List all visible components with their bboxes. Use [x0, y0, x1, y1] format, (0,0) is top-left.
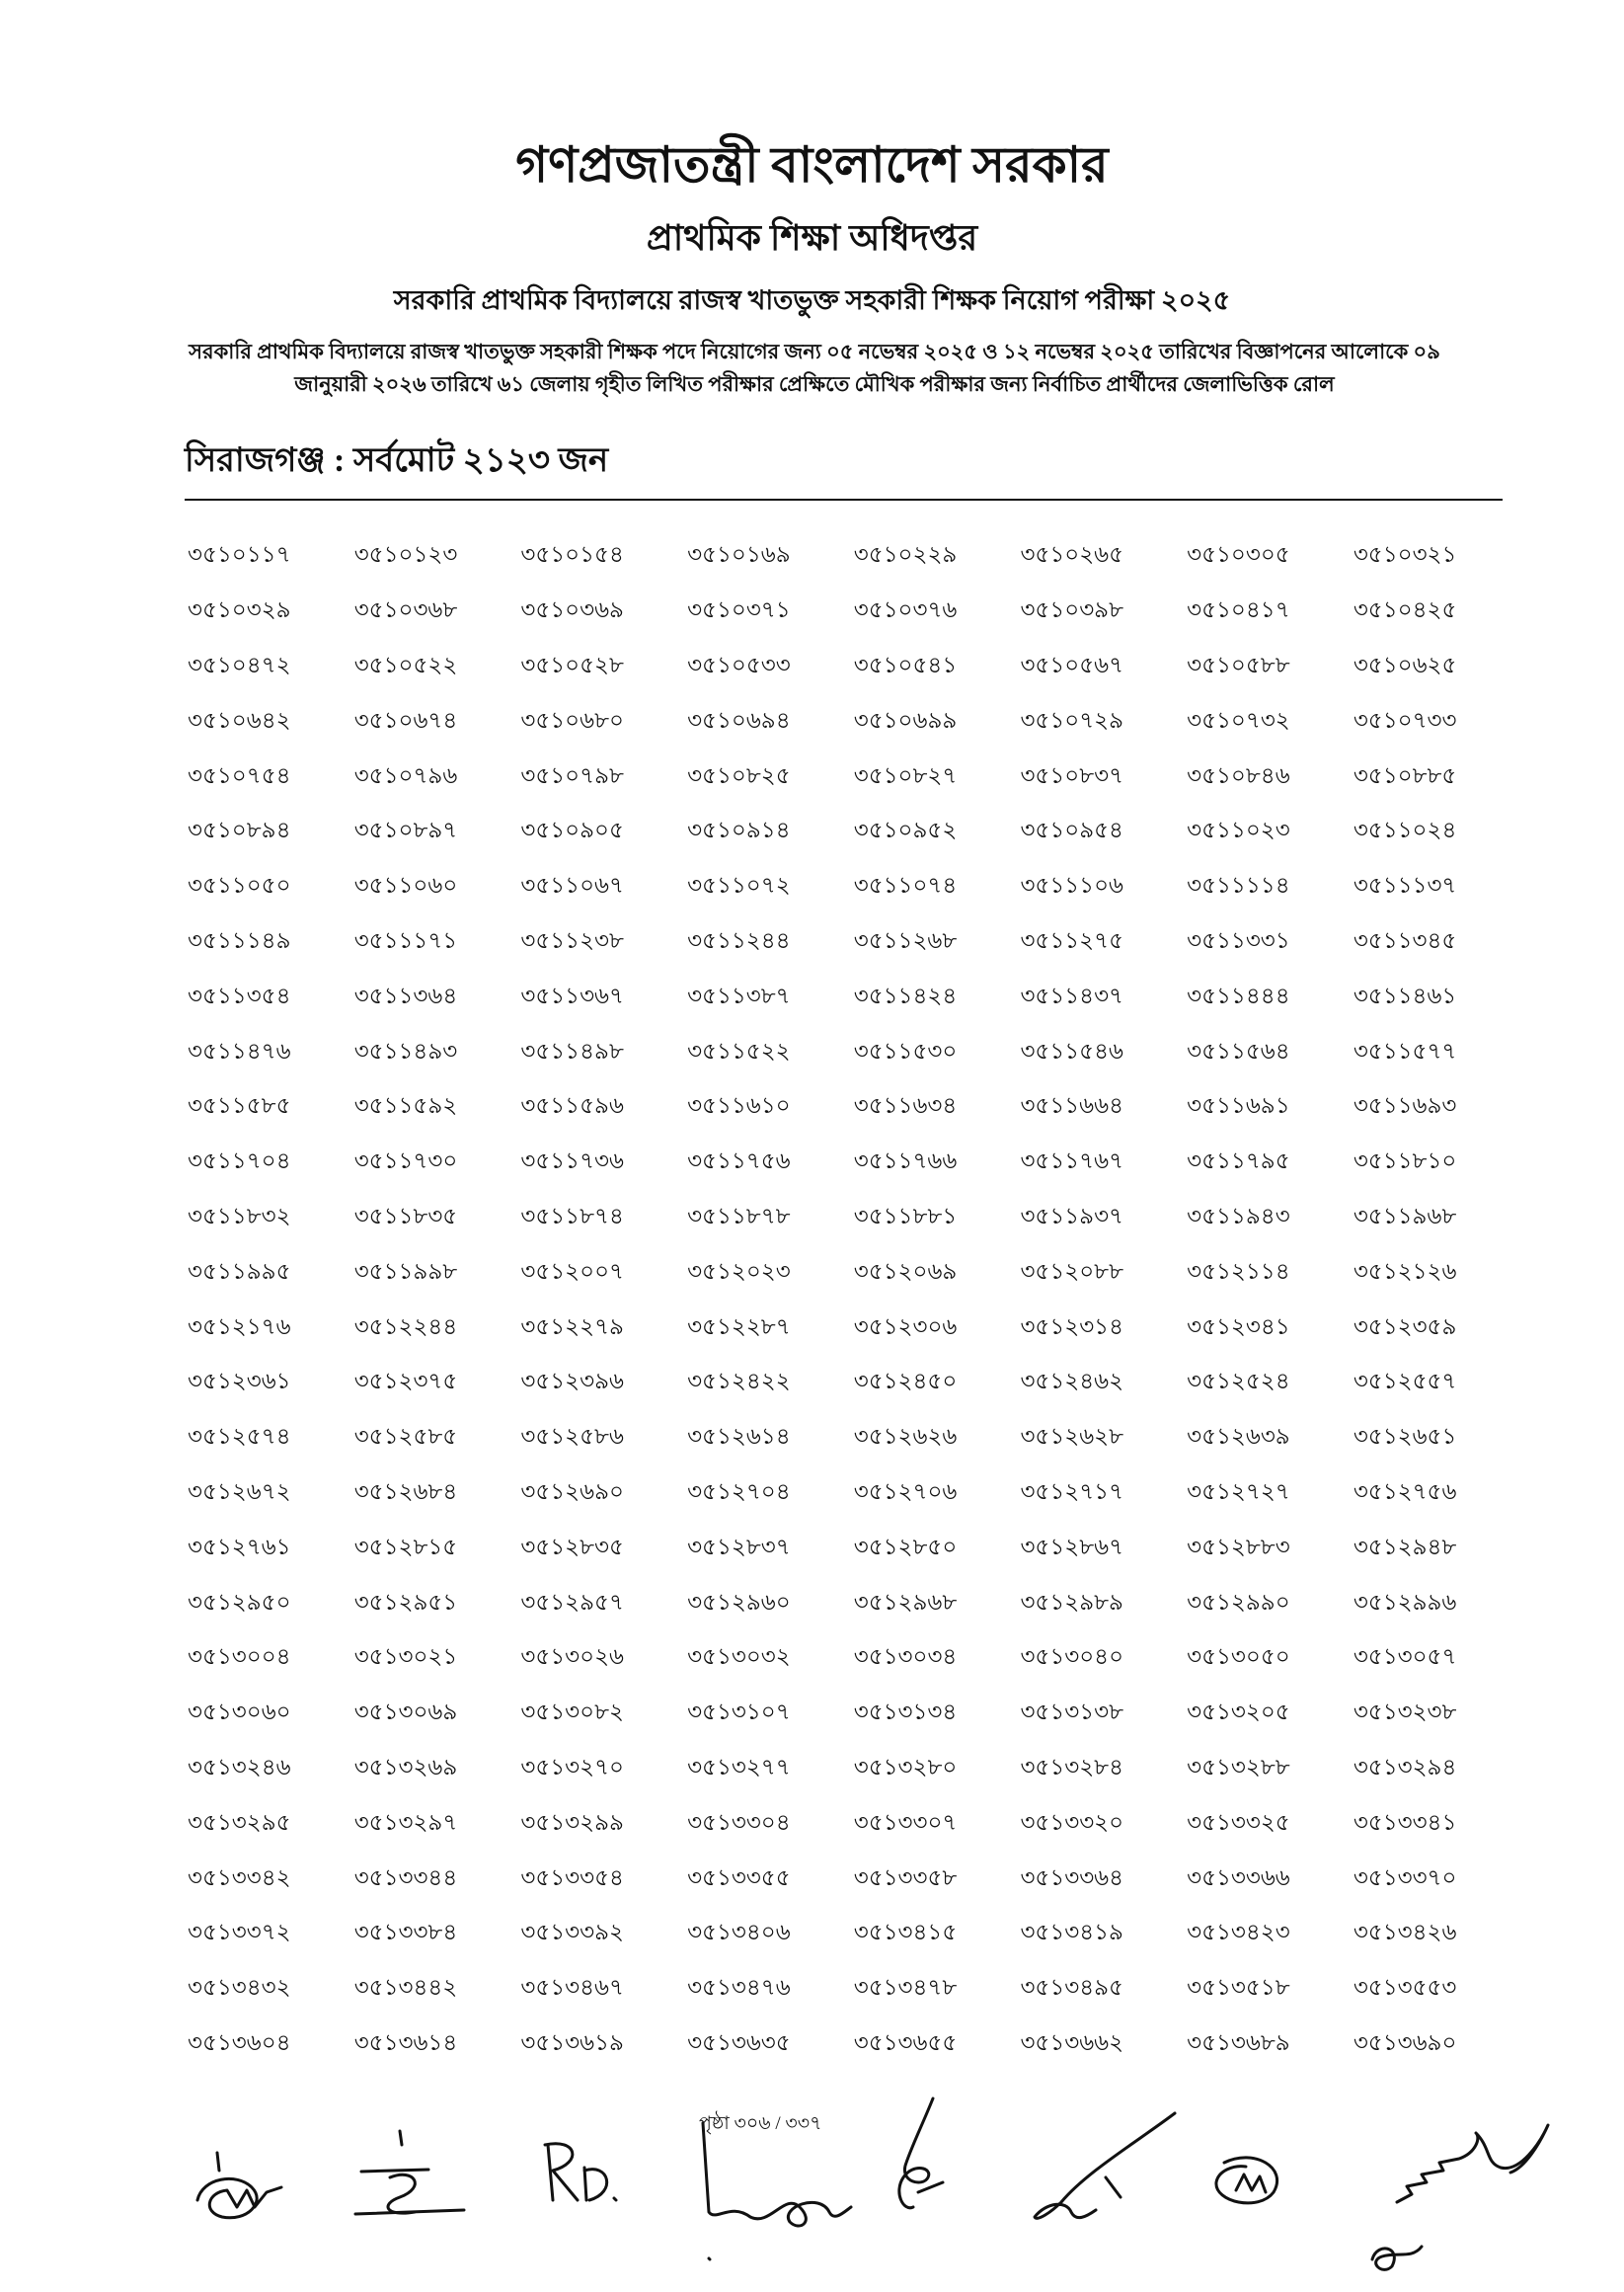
roll-number: ৩৫১০৬৯৯: [853, 706, 958, 733]
roll-number: ৩৫১০৮৯৪: [188, 817, 291, 843]
roll-number: ৩৫১১০৭৪: [853, 872, 958, 899]
roll-number: ৩৫১১৬৩৪: [853, 1092, 958, 1119]
roll-number: ৩৫১৩১৩৮: [1020, 1699, 1123, 1725]
roll-number: ৩৫১০৩০৫: [1187, 541, 1290, 568]
roll-number: ৩৫১১৯৪৩: [1187, 1202, 1290, 1228]
roll-number: ৩৫১৩০২৬: [520, 1643, 624, 1670]
roll-number: ৩৫১০১৫৪: [520, 541, 624, 568]
roll-number: ৩৫১০৩৬৯: [520, 596, 624, 623]
roll-number: ৩৫১২০৮৮: [1020, 1257, 1123, 1284]
roll-row: [185, 1520, 1517, 1575]
roll-number: ৩৫১১৭৯৫: [1187, 1147, 1290, 1174]
signature-block: [0, 2084, 1624, 2286]
roll-number: ৩৫১১০৬৭: [520, 872, 624, 899]
roll-number: ৩৫১২৪২২: [687, 1368, 791, 1394]
roll-number: ৩৫১১৮৩৫: [353, 1202, 458, 1228]
roll-row: [185, 1465, 1517, 1521]
roll-row: [185, 1244, 1517, 1300]
roll-row: [185, 1135, 1517, 1190]
roll-number: ৩৫১১৮৩২: [188, 1202, 291, 1228]
roll-number: ৩৫১২১৭৬: [188, 1312, 291, 1339]
roll-number: ৩৫১৩০৪০: [1020, 1643, 1124, 1670]
roll-number: ৩৫১৩৩২৫: [1187, 1808, 1290, 1835]
roll-row: [185, 914, 1517, 970]
roll-number: ৩৫১৩৩০৪: [687, 1808, 791, 1835]
roll-number: ৩৫১০৯১৪: [687, 817, 791, 843]
roll-number: ৩৫১০২৬৫: [1020, 541, 1124, 568]
roll-row: [185, 1906, 1517, 1961]
roll-number: ৩৫১০৮৮৫: [1353, 761, 1457, 788]
roll-number: ৩৫১২৩৫৯: [1353, 1312, 1457, 1339]
roll-number: ৩৫১০৩২৯: [188, 596, 291, 623]
roll-row: [185, 528, 1517, 584]
roll-row: [185, 804, 1517, 859]
roll-number: ৩৫১১৪৬১: [1353, 982, 1457, 1008]
roll-number: ৩৫১৩২৩৮: [1353, 1699, 1457, 1725]
roll-row: [185, 693, 1517, 749]
roll-number: ৩৫১১৭০৪: [188, 1147, 291, 1174]
roll-number: ৩৫১১১০৬: [1020, 872, 1123, 899]
roll-number: ৩৫১০৮৩৭: [1020, 761, 1124, 788]
roll-number: ৩৫১৩২৬৯: [353, 1753, 458, 1779]
roll-number: ৩৫১২২৪৪: [353, 1312, 458, 1339]
roll-number: ৩৫১০৭৩৩: [1353, 706, 1457, 733]
roll-number: ৩৫১১৪৯৩: [353, 1037, 458, 1064]
divider: [185, 499, 1503, 501]
roll-number: ৩৫১১৭৩৬: [520, 1147, 624, 1174]
roll-number: ৩৫১০২২৯: [853, 541, 958, 568]
signature-7: [1216, 2158, 1277, 2203]
roll-number: ৩৫১৩২৯৫: [188, 1808, 291, 1835]
roll-number: ৩৫১৩০৮২: [520, 1699, 624, 1725]
roll-number: ৩৫১১৬৬৪: [1020, 1092, 1123, 1119]
roll-number: ৩৫১২৩১৪: [1020, 1312, 1123, 1339]
roll-number: ৩৫১১৫৬৪: [1187, 1037, 1290, 1064]
roll-number: ৩৫১৩২৭০: [520, 1753, 624, 1779]
district-title: সিরাজগঞ্জ : সর্বমোট ২১২৩ জন: [185, 442, 609, 479]
roll-number: ৩৫১৩৬১৯: [520, 2028, 624, 2055]
roll-number: ৩৫১২৩৪১: [1187, 1312, 1290, 1339]
roll-row: [185, 1575, 1517, 1630]
roll-number: ৩৫১২৩০৬: [853, 1312, 958, 1339]
roll-number: ৩৫১০৬৪২: [188, 706, 291, 733]
roll-number: ৩৫১৩৫৫৩: [1353, 1974, 1457, 2001]
roll-number: ৩৫১১০২৪: [1353, 817, 1457, 843]
roll-number: ৩৫১১৫৮৫: [188, 1092, 291, 1119]
roll-number: ৩৫১১৩৬৪: [353, 982, 458, 1008]
roll-number: ৩৫১১৬১০: [687, 1092, 791, 1119]
roll-number: ৩৫১২২৭৯: [520, 1312, 624, 1339]
roll-number: ৩৫১৩০৬৯: [353, 1699, 458, 1725]
roll-number: ৩৫১১৫২২: [687, 1037, 791, 1064]
roll-number: ৩৫১১৪২৪: [853, 982, 958, 1008]
roll-number: ৩৫১১০৭২: [687, 872, 791, 899]
roll-number: ৩৫১১৮৭৪: [520, 1202, 624, 1228]
notice-paragraph: সরকারি প্রাথমিক বিদ্যালয়ে রাজস্ব খাতভুক্ত সহকারী শিক্ষক পদে নিয়োগের জন্য ০৫ নভেম্বর ২০২৫ ও ১২ নভেম্বর ২০২৫ তারিখের বিজ্ঞাপনের আলোকে ০৯ জানুয়ারী ২০২৬ তারিখে ৬১ জেলায় গৃহীত লিখিত পরীক্ষার প্রেক্ষিতে মৌখিক পরীক্ষার জন্য নির্বাচিত প্রার্থীদের জেলাভিত্তিক রোল: [189, 340, 1440, 396]
roll-number: ৩৫১১৭৬৭: [1020, 1147, 1124, 1174]
roll-number: ৩৫১২৫৫৭: [1353, 1368, 1457, 1394]
roll-number: ৩৫১৩৩৯২: [520, 1919, 624, 1945]
roll-row: [185, 859, 1517, 914]
roll-number: ৩৫১২৮৬৭: [1020, 1533, 1124, 1559]
roll-number: ৩৫১৩৬৫৫: [853, 2028, 958, 2055]
roll-number: ৩৫১২৭০৬: [853, 1477, 958, 1504]
roll-number: ৩৫১২৯৫০: [188, 1588, 291, 1615]
roll-number: ৩৫১২৫৭৪: [188, 1423, 291, 1450]
signature-8: [1372, 2125, 1548, 2269]
roll-row: [185, 1630, 1517, 1686]
roll-number: ৩৫১২৯৮৯: [1020, 1588, 1123, 1615]
roll-number: ৩৫১৩০৩৪: [853, 1643, 958, 1670]
roll-number: ৩৫১০৪৭২: [188, 651, 291, 677]
roll-number: ৩৫১১০৬০: [353, 872, 458, 899]
roll-number: ৩৫১১২৩৮: [520, 926, 624, 953]
roll-number: ৩৫১২৭৬১: [188, 1533, 291, 1559]
roll-row: [185, 2016, 1517, 2072]
roll-number: ৩৫১১৫৯২: [353, 1092, 458, 1119]
roll-number: ৩৫১৩৩৭০: [1353, 1863, 1457, 1890]
roll-number: ৩৫১৩২৯৭: [353, 1808, 458, 1835]
roll-number: ৩৫১০৫৮৮: [1187, 651, 1290, 677]
roll-number: ৩৫১০৫২৮: [520, 651, 624, 677]
roll-number: ৩৫১০৯৫৪: [1020, 817, 1123, 843]
roll-number: ৩৫১২২৮৭: [687, 1312, 791, 1339]
roll-number: ৩৫১০৩২১: [1353, 541, 1457, 568]
roll-number: ৩৫১২৭১৭: [1020, 1477, 1124, 1504]
roll-number: ৩৫১৩২৭৭: [687, 1753, 791, 1779]
roll-number: ৩৫১২০২৩: [687, 1257, 791, 1284]
roll-number: ৩৫১১৩৫৪: [188, 982, 291, 1008]
roll-number: ৩৫১১১১৪: [1187, 872, 1290, 899]
roll-number: ৩৫১১০৫০: [188, 872, 291, 899]
roll-number: ৩৫১২১১৪: [1187, 1257, 1290, 1284]
roll-number: ৩৫১১৫৩০: [853, 1037, 958, 1064]
roll-number: ৩৫১৩৪৭৬: [687, 1974, 791, 2001]
roll-number: ৩৫১১৩৬৭: [520, 982, 624, 1008]
roll-number: ৩৫১১৭৩০: [353, 1147, 458, 1174]
roll-number: ৩৫১০৫২২: [353, 651, 458, 677]
roll-row: [185, 1190, 1517, 1245]
roll-number: ৩৫১২৬১৪: [687, 1423, 791, 1450]
roll-number: ৩৫১২৬২৮: [1020, 1423, 1124, 1450]
roll-number: ৩৫১৩২৯৪: [1353, 1753, 1457, 1779]
roll-number: ৩৫১২৭০৪: [687, 1477, 791, 1504]
roll-number: ৩৫১২৬৭২: [188, 1477, 291, 1504]
roll-number: ৩৫১০৩৬৮: [353, 596, 458, 623]
department-title: প্রাথমিক শিক্ষা অধিদপ্তর: [646, 218, 978, 258]
roll-number: ৩৫১২৬২৬: [853, 1423, 958, 1450]
roll-number: ৩৫১২১২৬: [1353, 1257, 1457, 1284]
roll-number: ৩৫১৩৩৫৪: [520, 1863, 624, 1890]
roll-number: ৩৫১১২৪৪: [687, 926, 791, 953]
roll-number: ৩৫১১৫৭৭: [1353, 1037, 1457, 1064]
roll-number: ৩৫১০৮৪৬: [1187, 761, 1290, 788]
roll-number: ৩৫১৩৩২০: [1020, 1808, 1124, 1835]
roll-number: ৩৫১০৩৭৬: [853, 596, 958, 623]
roll-number: ৩৫১২৬৯০: [520, 1477, 624, 1504]
roll-number: ৩৫১৩৬০৪: [188, 2028, 291, 2055]
roll-number: ৩৫১২৯৯৬: [1353, 1588, 1457, 1615]
roll-number: ৩৫১৩২৮০: [853, 1753, 958, 1779]
roll-number: ৩৫১৩২৮৪: [1020, 1753, 1123, 1779]
roll-number: ৩৫১৩৬৯০: [1353, 2028, 1457, 2055]
roll-number: ৩৫১২৭২৭: [1187, 1477, 1290, 1504]
roll-number: ৩৫১০৬৮০: [520, 706, 624, 733]
roll-number: ৩৫১৩১৩৪: [853, 1699, 958, 1725]
roll-number: ৩৫১১২৭৫: [1020, 926, 1123, 953]
roll-number: ৩৫১৩০৬০: [188, 1699, 291, 1725]
roll-number: ৩৫১২৪৬২: [1020, 1368, 1124, 1394]
roll-row: [185, 584, 1517, 639]
roll-number: ৩৫১০৯৫২: [853, 817, 958, 843]
roll-number: ৩৫১৩০৩২: [687, 1643, 791, 1670]
roll-number: ৩৫১৩৪০৬: [687, 1919, 791, 1945]
roll-number: ৩৫১৩৩৬৪: [1020, 1863, 1124, 1890]
roll-row: [185, 1024, 1517, 1079]
roll-number: ৩৫১২৮৮৩: [1187, 1533, 1290, 1559]
roll-number: ৩৫১০৯০৫: [520, 817, 624, 843]
roll-number: ৩৫১৩১০৭: [687, 1699, 791, 1725]
roll-number: ৩৫১০৭৫৪: [188, 761, 291, 788]
roll-number: ৩৫১৩৩৪২: [188, 1863, 291, 1890]
roll-row: [185, 1851, 1517, 1906]
roll-number: ৩৫১১১৪৯: [188, 926, 291, 953]
roll-number: ৩৫১৩৪১৯: [1020, 1919, 1123, 1945]
roll-row: [185, 1741, 1517, 1796]
roll-number: ৩৫১১৫৪৬: [1020, 1037, 1123, 1064]
roll-number: ৩৫১১৮৭৮: [687, 1202, 791, 1228]
roll-number: ৩৫১১৪৪৪: [1187, 982, 1290, 1008]
roll-number: ৩৫১০৪১৭: [1187, 596, 1290, 623]
roll-number: ৩৫১৩৩৭২: [188, 1919, 291, 1945]
roll-number: ৩৫১০৬৭৪: [353, 706, 458, 733]
roll-number: ৩৫১৩৩৫৫: [687, 1863, 791, 1890]
roll-number: ৩৫১৩৩৬৬: [1187, 1863, 1290, 1890]
roll-number: ৩৫১১৩৩১: [1187, 926, 1290, 953]
roll-number: ৩৫১২৯৫১: [353, 1588, 458, 1615]
roll-number: ৩৫১০৭৯৮: [520, 761, 624, 788]
roll-number: ৩৫১৩৩৪৪: [353, 1863, 458, 1890]
roll-row: [185, 1795, 1517, 1851]
exam-title: সরকারি প্রাথমিক বিদ্যালয়ে রাজস্ব খাতভুক্ত সহকারী শিক্ষক নিয়োগ পরীক্ষা ২০২৫: [393, 285, 1231, 315]
roll-row: [185, 1355, 1517, 1410]
roll-number: ৩৫১০১১৭: [188, 541, 291, 568]
roll-number: ৩৫১২৬৩৯: [1187, 1423, 1290, 1450]
roll-number: ৩৫১৩৪৩২: [188, 1974, 291, 2001]
roll-number: ৩৫১০৩৭১: [687, 596, 791, 623]
roll-number: ৩৫১০৬৯৪: [687, 706, 791, 733]
roll-number: ৩৫১০৮২৭: [853, 761, 958, 788]
roll-number: ৩৫১১৭৫৬: [687, 1147, 791, 1174]
roll-number: ৩৫১০৫৬৭: [1020, 651, 1124, 677]
roll-number: ৩৫১৩৬১৪: [353, 2028, 458, 2055]
signature-1: [197, 2153, 281, 2218]
signature-2: [355, 2131, 464, 2214]
roll-number: ৩৫১২৯৯০: [1187, 1588, 1290, 1615]
roll-number: ৩৫১২৮৩৭: [687, 1533, 791, 1559]
roll-number: ৩৫১০৭৯৬: [353, 761, 458, 788]
roll-number: ৩৫১১৪৩৭: [1020, 982, 1123, 1008]
roll-number: ৩৫১০৭২৯: [1020, 706, 1124, 733]
roll-number: ৩৫১২৪৫০: [853, 1368, 958, 1394]
roll-number: ৩৫১২০৬৯: [853, 1257, 958, 1284]
roll-number: ৩৫১৩৫১৮: [1187, 1974, 1290, 2001]
roll-number: ৩৫১৩৩৪১: [1353, 1808, 1457, 1835]
signature-6: [1035, 2113, 1175, 2218]
roll-number: ৩৫১০১৬৯: [687, 541, 791, 568]
roll-row: [185, 749, 1517, 804]
roll-number: ৩৫১১৯৩৭: [1020, 1202, 1123, 1228]
roll-row: [185, 1961, 1517, 2016]
roll-number: ৩৫১১১৭১: [353, 926, 458, 953]
roll-number: ৩৫১২৩৭৫: [353, 1368, 458, 1394]
roll-number: ৩৫১৩০৫৭: [1353, 1643, 1457, 1670]
roll-number: ৩৫১২৩৯৬: [520, 1368, 624, 1394]
roll-number: ৩৫১১৭৬৬: [853, 1147, 958, 1174]
roll-number: ৩৫১২৯৪৮: [1353, 1533, 1457, 1559]
roll-number: ৩৫১৩২৯৯: [520, 1808, 624, 1835]
roll-number: ৩৫১১৪৯৮: [520, 1037, 624, 1064]
roll-number: ৩৫১১০২৩: [1187, 817, 1290, 843]
roll-number: ৩৫১২৬৫১: [1353, 1423, 1457, 1450]
roll-row: [185, 1686, 1517, 1741]
roll-number: ৩৫১১৮৮১: [853, 1202, 958, 1228]
roll-number: ৩৫১৩৪৯৫: [1020, 1974, 1123, 2001]
roll-row: [185, 969, 1517, 1024]
roll-number: ৩৫১৩২০৫: [1187, 1699, 1290, 1725]
roll-number: ৩৫১০৫৪১: [853, 651, 958, 677]
roll-number: ৩৫১১২৬৮: [853, 926, 958, 953]
roll-number: ৩৫১৩৬৬২: [1020, 2028, 1124, 2055]
roll-number: ৩৫১১৯৬৮: [1353, 1202, 1457, 1228]
roll-number: ৩৫১৩৩০৭: [853, 1808, 958, 1835]
roll-number: ৩৫১৩৪২৩: [1187, 1919, 1290, 1945]
roll-number: ৩৫১১৫৯৬: [520, 1092, 624, 1119]
roll-number: ৩৫১৩৪২৬: [1353, 1919, 1457, 1945]
roll-number: ৩৫১১৬৯৩: [1353, 1092, 1457, 1119]
roll-number: ৩৫১৩৩৫৮: [853, 1863, 958, 1890]
roll-number: ৩৫১৩৩৮৪: [353, 1919, 458, 1945]
roll-number: ৩৫১০৮২৫: [687, 761, 791, 788]
roll-number: ৩৫১১৩৮৭: [687, 982, 791, 1008]
roll-number: ৩৫১২৯৬০: [687, 1588, 791, 1615]
roll-row: [185, 1410, 1517, 1465]
roll-row: [185, 1300, 1517, 1355]
roll-number: ৩৫১২৮৩৫: [520, 1533, 624, 1559]
roll-number: ৩৫১০৬২৫: [1353, 651, 1457, 677]
roll-number: ৩৫১৩৪১৫: [853, 1919, 958, 1945]
roll-number: ৩৫১০৪২৫: [1353, 596, 1457, 623]
roll-row: [185, 1079, 1517, 1135]
roll-number: ৩৫১০৩৯৮: [1020, 596, 1123, 623]
roll-number: ৩৫১০১২৩: [353, 541, 458, 568]
roll-number: ৩৫১৩৬৮৯: [1187, 2028, 1290, 2055]
page-number: পৃষ্ঠা ৩০৬ / ৩৩৭: [699, 2113, 822, 2134]
roll-number: ৩৫১২৫৮৬: [520, 1423, 624, 1450]
roll-number: ৩৫১০৭৩২: [1187, 706, 1290, 733]
government-title: গণপ্রজাতন্ত্রী বাংলাদেশ সরকার: [515, 137, 1109, 193]
roll-number: ৩৫১৩২৮৮: [1187, 1753, 1290, 1779]
signature-4: [703, 2123, 851, 2259]
roll-number: ৩৫১০৮৯৭: [353, 817, 458, 843]
signature-5: [899, 2098, 943, 2208]
roll-number: ৩৫১১৩৪৫: [1353, 926, 1457, 953]
roll-number: ৩৫১৩০২১: [353, 1643, 458, 1670]
roll-number: ৩৫১৩০৫০: [1187, 1643, 1290, 1670]
roll-number: ৩৫১২০০৭: [520, 1257, 624, 1284]
roll-number: ৩৫১১৯৯৮: [353, 1257, 458, 1284]
roll-number: ৩৫১২৭৫৬: [1353, 1477, 1457, 1504]
roll-number: ৩৫১০৫৩৩: [687, 651, 791, 677]
roll-number: ৩৫১২৯৬৮: [853, 1588, 958, 1615]
roll-number: ৩৫১২৯৫৭: [520, 1588, 624, 1615]
roll-number: ৩৫১২৩৬১: [188, 1368, 291, 1394]
roll-number: ৩৫১২৫৮৫: [353, 1423, 458, 1450]
roll-number: ৩৫১৩০০৪: [188, 1643, 291, 1670]
roll-number: ৩৫১৩৬৩৫: [687, 2028, 791, 2055]
roll-number: ৩৫১৩২৪৬: [188, 1753, 291, 1779]
roll-number: ৩৫১১১৩৭: [1353, 872, 1457, 899]
roll-number: ৩৫১৩৪৪২: [353, 1974, 458, 2001]
roll-number: ৩৫১৩৪৭৮: [853, 1974, 958, 2001]
roll-number: ৩৫১১৪৭৬: [188, 1037, 291, 1064]
roll-number: ৩৫১২৮৫০: [853, 1533, 958, 1559]
signature-3: [545, 2144, 616, 2200]
roll-table: [185, 528, 1517, 2071]
roll-number: ৩৫১১৬৯১: [1187, 1092, 1290, 1119]
roll-number: ৩৫১২৮১৫: [353, 1533, 458, 1559]
roll-row: [185, 639, 1517, 694]
roll-number: ৩৫১১৯৯৫: [188, 1257, 291, 1284]
roll-number: ৩৫১১৮১০: [1353, 1147, 1457, 1174]
roll-number: ৩৫১৩৪৬৭: [520, 1974, 624, 2001]
roll-number: ৩৫১২৫২৪: [1187, 1368, 1290, 1394]
roll-number: ৩৫১২৬৮৪: [353, 1477, 458, 1504]
